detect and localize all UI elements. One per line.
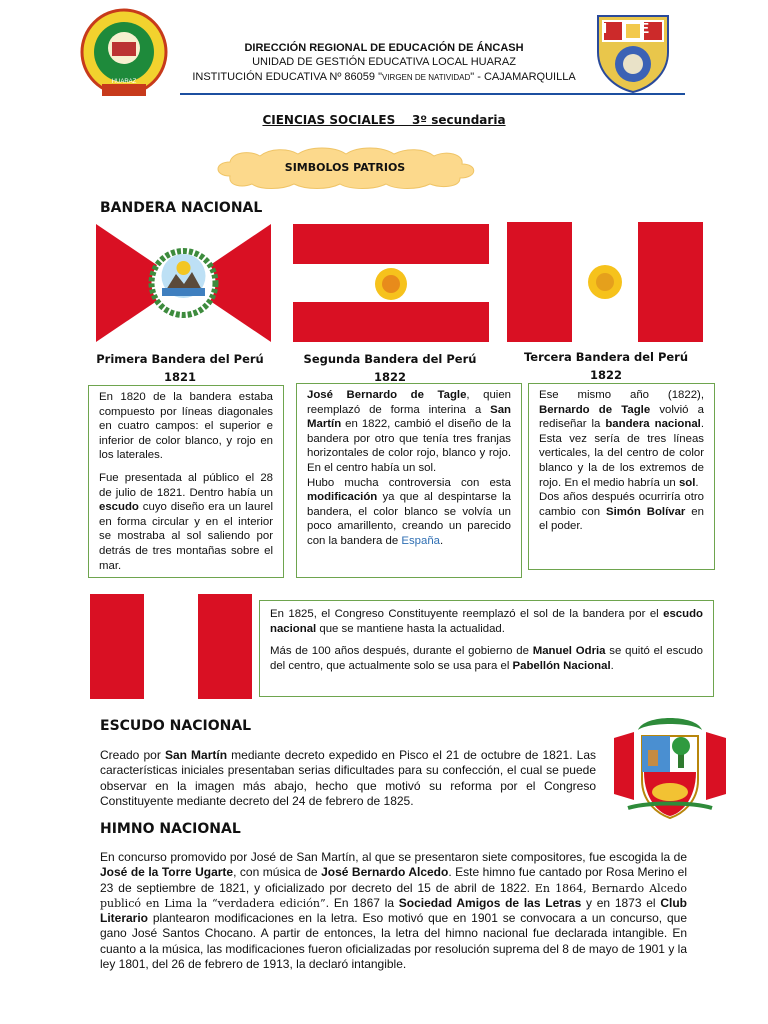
text-run: Hubo mucha controversia con esta <box>307 476 511 489</box>
text-run: . <box>440 534 444 547</box>
text-run: volvió a rediseñar la <box>539 403 704 431</box>
text-run-bold: bandera nacional <box>605 418 701 431</box>
text-run: . <box>610 659 614 672</box>
text-run-bold: escudo nacional <box>270 608 703 635</box>
header-school-name: VIRGEN DE NATIVIDAD <box>381 73 471 82</box>
header-divider <box>180 93 685 95</box>
text-run-bold: Sociedad Amigos de las Letras <box>398 895 582 910</box>
first-flag-p2 <box>99 471 273 573</box>
header-directorate: DIRECCIÓN REGIONAL DE EDUCACIÓN DE ÁNCASH <box>244 42 524 54</box>
third-flag-1822 <box>507 222 703 342</box>
first-flag-p1: En 1820 de la bandera estaba compuesto por líneas diagonales en cuatro campos: el superior e inferior de color blanco, y rojo en los laterales. <box>99 391 273 462</box>
text-run: . Este himno fue cantado por Rosa Merino el 23 de septiembre de 1821, y oficializado por decreto del 15 de abril de 1822. <box>100 865 687 895</box>
text-run: en el poder. <box>539 505 704 533</box>
text-run: y en 1873 el <box>581 895 661 910</box>
third-flag-caption: Tercera Bandera del Perú 1822 <box>523 350 689 382</box>
simbolos-patrios-label: SIMBOLOS PATRIOS <box>284 161 406 174</box>
text-run-bold: Pabellón Nacional <box>512 659 611 672</box>
school-shield-letters: I E <box>602 20 664 37</box>
text-run: . <box>695 476 699 489</box>
text-run: mediante decreto expedido en Pisco el 21 de octubre de 1821. Las características iniciales presentaban serias dificultades para su confección, el cual se puede observar en la imagen más abajo, hecho que motivó su reforma por el Congreso Constituyente mediante decreto del 24 de febrero de 1825. <box>100 748 596 808</box>
second-flag-1822 <box>293 224 489 342</box>
header-school-suffix: " - CAJAMARQUILLA <box>470 71 576 83</box>
current-flag <box>90 594 252 699</box>
ugel-logo-base-text: HUARAZ <box>111 79 137 85</box>
escudo-title: ESCUDO NACIONAL <box>100 718 252 734</box>
third-flag-description <box>528 383 715 570</box>
course-title: CIENCIAS SOCIALES 3º secundaria <box>262 113 506 127</box>
text-run: en 1822, cambió el diseño de la bandera por otro que tenía tres franjas horizontales de color rojo, blanco y rojo. En el centro había un sol. <box>307 418 511 474</box>
current-flag-description <box>259 600 714 697</box>
text-run: Creado por <box>100 748 165 762</box>
text-run: Ese mismo año (1822), <box>539 389 704 401</box>
current-flag-p2 <box>270 644 703 673</box>
first-flag-caption: Primera Bandera del Perú 1821 <box>96 352 264 384</box>
text-run: En 1867 la <box>329 895 399 910</box>
header-school <box>0 71 768 83</box>
first-flag-1821 <box>96 224 271 342</box>
text-run-bold: escudo <box>99 501 139 514</box>
himno-text <box>100 850 687 972</box>
text-run: En concurso promovido por José de San Martín, al que se presentaron siete compositores, fue escogida la de <box>100 850 687 864</box>
second-flag-p1 <box>307 388 511 476</box>
text-run: Fue presentada al público el 28 de julio de 1821. Dentro había un <box>99 471 273 499</box>
coat-of-arms <box>608 710 732 822</box>
text-run: , con música de <box>233 865 322 880</box>
second-flag-caption: Segunda Bandera del Perú 1822 <box>303 352 477 384</box>
text-run: Más de 100 años después, durante el gobierno de <box>270 645 533 658</box>
text-run-bold: San Martín <box>164 748 228 762</box>
text-run: se quitó el escudo del centro, que actualmente solo se usa para el <box>270 645 703 672</box>
current-flag-p1 <box>270 607 703 636</box>
header-school-prefix: INSTITUCIÓN EDUCATIVA Nº 86059 " <box>192 71 382 83</box>
second-flag-description <box>296 383 522 578</box>
text-run-bold: sol <box>678 476 696 489</box>
third-flag-p2 <box>539 490 704 534</box>
text-run: Dos años después ocurriría otro cambio con <box>539 491 704 518</box>
text-run-bold: Manuel Odria <box>532 645 606 658</box>
second-flag-p2 <box>307 476 511 549</box>
text-run-bold: Club Literario <box>100 895 687 926</box>
text-run: . Esta vez sería de tres líneas verticales, la del centro de color blanco y la de los extremos de rojo. En el medio habría un <box>539 418 705 489</box>
text-run: cuyo diseño era un laurel en forma circular y en el interior se mostraba al sol saliendo por detrás de tres montañas sobre el mar. <box>99 501 273 572</box>
escudo-text <box>100 748 596 809</box>
text-run: que se mantiene hasta la actualidad. <box>316 622 505 635</box>
verdadera-edicion-text: En 1864, Bernardo Alcedo publicó en Lima la “verdadera edición”. <box>100 881 687 910</box>
bandera-title: BANDERA NACIONAL <box>100 200 263 216</box>
text-run-bold: Simón Bolívar <box>605 505 686 518</box>
ugel-logo <box>78 8 170 100</box>
text-run-bold: José Bernardo Alcedo <box>321 865 449 880</box>
himno-title: HIMNO NACIONAL <box>100 821 241 837</box>
first-flag-description <box>88 385 284 578</box>
text-run-bold: Bernardo de Tagle <box>539 403 651 416</box>
header-ugel: UNIDAD DE GESTIÓN EDUCATIVA LOCAL HUARAZ <box>252 56 516 68</box>
text-run: plantearon modificaciones en la letra. Eso motivó que en 1901 se convocara a un concurso, que gano José Santos Chocano. A partir de entonces, la letra del himno nacional fue declarada intangible. En cuanto a la música, las modificaciones fueron oficializadas por resolución suprema del 8 de mayo de 1901 y la ley 1801, del 26 de febrero de 1913, la declaró intangible. <box>100 911 687 972</box>
text-run: ya que al despintarse la bandera, el color blanco se volvía un poco amarillento, creando un parecido con la bandera de <box>307 491 511 547</box>
third-flag-p1 <box>539 388 704 490</box>
text-run-bold: José Bernardo de Tagle <box>307 389 467 401</box>
text-run-bold: modificación <box>307 491 378 504</box>
text-run: , quien reemplazó de forma interina a <box>307 389 511 416</box>
text-run: En 1825, el Congreso Constituyente reemplazó el sol de la bandera por el <box>270 608 664 620</box>
text-run-bold: José de la Torre Ugarte <box>100 865 234 880</box>
text-run-bold: San Martín <box>307 403 511 431</box>
spain-link-text: España <box>401 534 441 547</box>
